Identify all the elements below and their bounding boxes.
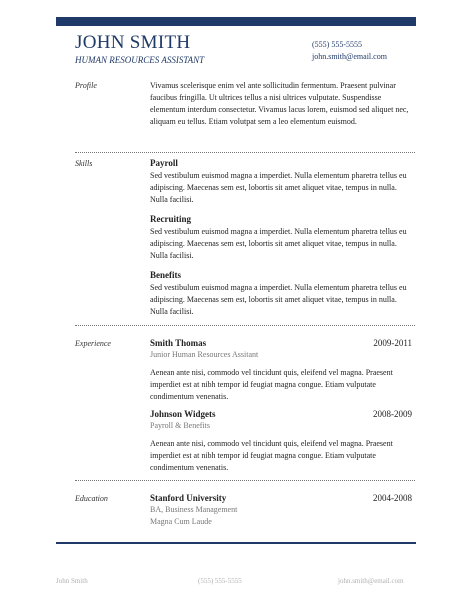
section-label-experience: Experience (75, 339, 111, 348)
section-label-education: Education (75, 494, 108, 503)
school-name: Stanford University (150, 493, 227, 503)
honors: Magna Cum Laude (150, 517, 212, 526)
contact-phone: (555) 555-5555 (312, 40, 362, 49)
experience-list (150, 337, 412, 479)
employer-name: Smith Thomas (150, 338, 207, 348)
section-divider (75, 325, 415, 326)
skill-description: Sed vestibulum euismod magna a imperdiet. Nulla elementum pharetra tellus eu adipiscing. Maecenas sem est, lobortis sit amet aliquet vitae, tempus in nulla. Nulla facilisi. (150, 283, 407, 316)
experience-entry (150, 337, 412, 403)
footer-phone: (555) 555-5555 (198, 577, 242, 585)
experience-description: Aenean ante nisi, commodo vel tincidunt quis, eleifend vel magna. Praesent imperdiet est at nibh tempor id feugiat magna congue. Etiam vulputate condimentum venenatis. (150, 368, 393, 401)
section-label-skills: Skills (75, 159, 93, 168)
skills-list (150, 157, 412, 325)
skill-item (150, 213, 412, 262)
contact-block (312, 39, 387, 63)
skill-item (150, 157, 412, 206)
profile-text: Vivamus scelerisque enim vel ante sollicitudin fermentum. Praesent pulvinar faucibus fringilla. Ut ultrices tellus a nisi ultrices vulputate. Suspendisse elementum interdum consectetur. Vivamus lacus lorem, euismod sed aliquet nec, aliquam eu tellus. Etiam volutpat sem a leo elementum euismod. (150, 81, 409, 126)
header-accent-bar (56, 17, 416, 26)
section-divider (75, 480, 415, 481)
resume-job-title: HUMAN RESOURCES ASSISTANT (75, 55, 205, 65)
position-title: Payroll & Benefits (150, 421, 210, 430)
section-label-profile: Profile (75, 81, 97, 90)
skill-title: Benefits (150, 270, 181, 280)
footer-email: john.smith@email.com (338, 577, 404, 585)
skill-item (150, 269, 412, 318)
skill-title: Recruiting (150, 214, 191, 224)
degree: BA, Business Management (150, 505, 238, 514)
footer-rule (56, 542, 416, 544)
skill-description: Sed vestibulum euismod magna a imperdiet. Nulla elementum pharetra tellus eu adipiscing. Maecenas sem est, lobortis sit amet aliquet vitae, tempus in nulla. Nulla facilisi. (150, 171, 407, 204)
employment-dates: 2009-2011 (373, 338, 412, 348)
education-dates: 2004-2008 (373, 493, 412, 503)
skill-description: Sed vestibulum euismod magna a imperdiet. Nulla elementum pharetra tellus eu adipiscing. Maecenas sem est, lobortis sit amet aliquet vitae, tempus in nulla. Nulla facilisi. (150, 227, 407, 260)
footer-name: John Smith (56, 577, 88, 585)
employer-name: Johnson Widgets (150, 409, 216, 419)
employment-dates: 2008-2009 (373, 409, 412, 419)
contact-email[interactable]: john.smith@email.com (312, 52, 387, 61)
experience-entry (150, 408, 412, 474)
experience-description: Aenean ante nisi, commodo vel tincidunt quis, eleifend vel magna. Praesent imperdiet est at nibh tempor id feugiat magna congue. Etiam vulputate condimentum venenatis. (150, 439, 393, 472)
position-title: Junior Human Resources Assitant (150, 350, 259, 359)
education-entry (150, 492, 412, 528)
section-divider (75, 152, 415, 153)
resume-name: JOHN SMITH (75, 32, 191, 53)
skill-title: Payroll (150, 158, 178, 168)
